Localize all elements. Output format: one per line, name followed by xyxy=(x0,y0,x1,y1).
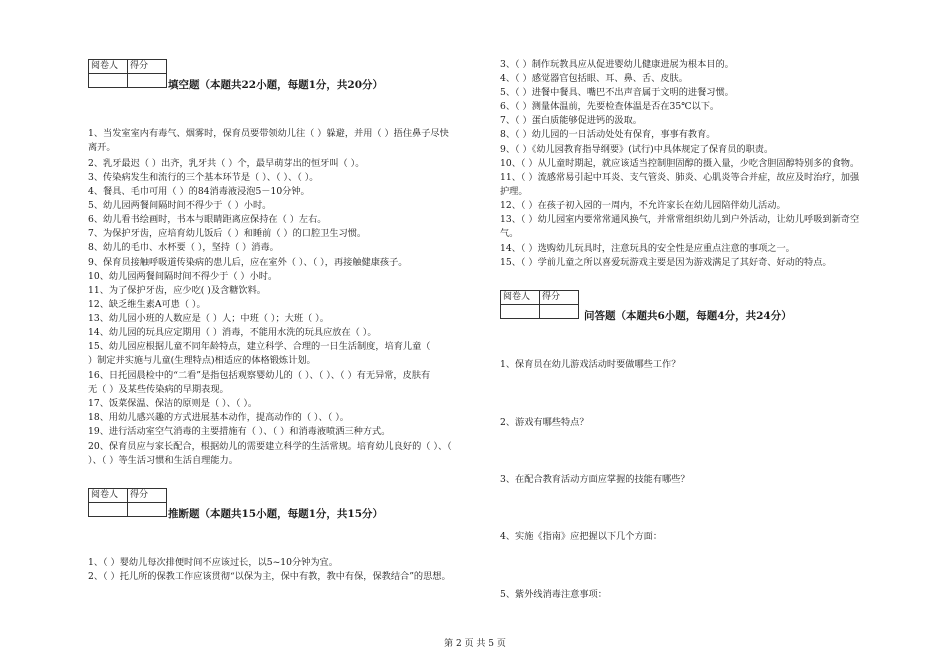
fill-line: 9、保育员接触呼吸道传染病的患儿后，应在室外（ ）、（ ），再接触健康孩子。 xyxy=(88,257,408,268)
page-footer: 第 2 页 共 5 页 xyxy=(444,639,506,649)
score-box-fill xyxy=(88,59,167,88)
reviewer-label: 阅卷人 xyxy=(501,291,540,305)
fill-section-title: 填空题（本题共22小题，每题1分，共20分） xyxy=(168,79,384,91)
judge-line: 14、（ ）选购幼儿玩具时，注意玩具的安全性是应重点注意的事项之一。 xyxy=(500,243,795,254)
fill-line: 10、幼儿园两餐间隔时间不得少于（ ）小时。 xyxy=(88,271,278,282)
judge-line: 8、（ ）幼儿园的一日活动处处有保育，事事有教育。 xyxy=(500,129,716,140)
judge-line: 6、（ ）测量体温前，先要检查体温是否在35℃以下。 xyxy=(500,101,720,112)
fill-line: 17、饭菜保温、保洁的原则是（ ）、（ ）。 xyxy=(88,398,258,409)
judge-line: 10、（ ）从儿童时期起，就应该适当控制胆固醇的摄入量，少吃含胆固醇特别多的食物。 xyxy=(500,158,860,169)
judge-line: 15、（ ）学前儿童之所以喜爱玩游戏主要是因为游戏满足了其好奇、好动的特点。 xyxy=(500,257,832,268)
fill-line: 14、幼儿园的玩具应定期用（ ）消毒，不能用水洗的玩具应放在（ ）。 xyxy=(88,327,377,338)
fill-line: 19、进行活动室空气消毒的主要措施有（ ）、（ ）和消毒液喷洒三种方式。 xyxy=(88,426,391,437)
fill-line: 离开。 xyxy=(88,142,116,153)
judge-line: 12、（ ）在孩子初入园的一周内，不允许家长在幼儿园陪伴幼儿活动。 xyxy=(500,200,786,211)
fill-line: 13、幼儿园小班的人数应是（ ）人；中班（ ）；大班（ ）。 xyxy=(88,313,329,324)
judge-line: 3、（ ）制作玩教具应从促进婴幼儿健康进展为根本目的。 xyxy=(500,59,734,70)
judge-line: 护理。 xyxy=(500,186,528,197)
judge-line: 2、（ ）托儿所的保教工作应该贯彻“以保为主，保中有教，教中有保，保教结合”的思想。 xyxy=(88,571,451,582)
fill-line: 5、幼儿园两餐间隔时间不得少于（ ）小时。 xyxy=(88,200,272,211)
judge-line: 4、（ ）感觉器官包括眼、耳、鼻、舌、皮肤。 xyxy=(500,73,688,84)
fill-line: 3、传染病发生和流行的三个基本环节是（ ）、（ ）、（ ）。 xyxy=(88,172,319,183)
reviewer-label: 阅卷人 xyxy=(89,60,128,74)
fill-line: ）、（ ）等生活习惯和生活自理能力。 xyxy=(88,455,238,466)
score-label: 得分 xyxy=(128,489,167,503)
score-box-qa xyxy=(500,290,579,319)
fill-line: 无（ ）及某些传染病的早期表现。 xyxy=(88,384,229,395)
fill-line: 12、缺乏维生素A可患（ ）。 xyxy=(88,299,206,310)
fill-line: 16、日托园晨检中的“二看”是指包括观察婴幼儿的（ ）、（ ）、（ ）有无异常，皮肤有 xyxy=(88,370,431,381)
fill-line: 8、幼儿的毛巾、水杯要（ ），坚持（ ）消毒。 xyxy=(88,242,279,253)
score-label: 得分 xyxy=(540,291,579,305)
qa-question: 1、保育员在幼儿游戏活动时要做哪些工作？ xyxy=(500,359,681,370)
judge-line: 9、（ ）《幼儿园教育指导纲要》(试行)中具体规定了保育员的职责。 xyxy=(500,144,774,155)
fill-line: 15、幼儿园应根据儿童不同年龄特点，建立科学、合理的一日生活制度，培育儿童（ xyxy=(88,341,431,352)
fill-line: 4、餐具、毛巾可用（ ）的84消毒液浸泡5－10分钟。 xyxy=(88,186,310,197)
fill-line: 2、乳牙最迟（ ）出齐，乳牙共（ ）个，最早萌芽出的恒牙叫（ ）。 xyxy=(88,158,365,169)
qa-question: 5、紫外线消毒注意事项： xyxy=(500,589,607,600)
judge-line: 5、（ ）进餐中餐具、嘴巴不出声音属于文明的进餐习惯。 xyxy=(500,87,734,98)
qa-question: 3、在配合教育活动方面应掌握的技能有哪些？ xyxy=(500,474,690,485)
score-box-judge xyxy=(88,488,167,517)
fill-line: 6、幼儿看书绘画时，书本与眼睛距离应保持在（ ）左右。 xyxy=(88,214,327,225)
judge-line: 11、（ ）流感常易引起中耳炎、支气管炎、肺炎、心肌炎等合并症，故应及时治疗，加强 xyxy=(500,172,860,183)
judge-line: 1、（ ）婴幼儿每次排便时间不应该过长，以5~10分钟为宜。 xyxy=(88,557,338,568)
judge-section-title: 推断题（本题共15小题，每题1分，共15分） xyxy=(168,508,384,520)
score-label: 得分 xyxy=(128,60,167,74)
fill-line: 1、当发室室内有毒气、烟雾时，保育员要带领幼儿往（ ）躲避，并用（ ）捂住鼻子尽快 xyxy=(88,128,449,139)
fill-line: 11、为了保护牙齿，应少吃( )及含糖饮料。 xyxy=(88,285,266,296)
judge-line: 13、（ ）幼儿园室内要常常通风换气，并常常组织幼儿到户外活动，让幼儿呼吸到新奇空 xyxy=(500,214,860,225)
judge-line: 7、（ ）蛋白质能够促进钙的汲取。 xyxy=(500,115,642,126)
fill-line: 18、用幼儿感兴趣的方式进展基本动作，提高动作的（ ）、（ ）。 xyxy=(88,412,349,423)
reviewer-label: 阅卷人 xyxy=(89,489,128,503)
qa-question: 4、实施《指南》应把握以下几个方面： xyxy=(500,531,663,542)
qa-section-title: 问答题（本题共6小题，每题4分，共24分） xyxy=(584,310,792,322)
fill-line: 20、保育员应与家长配合，根据幼儿的需要建立科学的生活常规。培育幼儿良好的（ ）、（ xyxy=(88,441,452,452)
qa-question: 2、游戏有哪些特点？ xyxy=(500,417,589,428)
fill-line: 7、为保护牙齿，应培育幼儿饭后（ ）和睡前（ ）的口腔卫生习惯。 xyxy=(88,228,367,239)
fill-line: ）制定并实施与儿童(生理特点)相适应的体格锻炼计划。 xyxy=(88,355,316,366)
judge-line: 气。 xyxy=(500,228,519,239)
